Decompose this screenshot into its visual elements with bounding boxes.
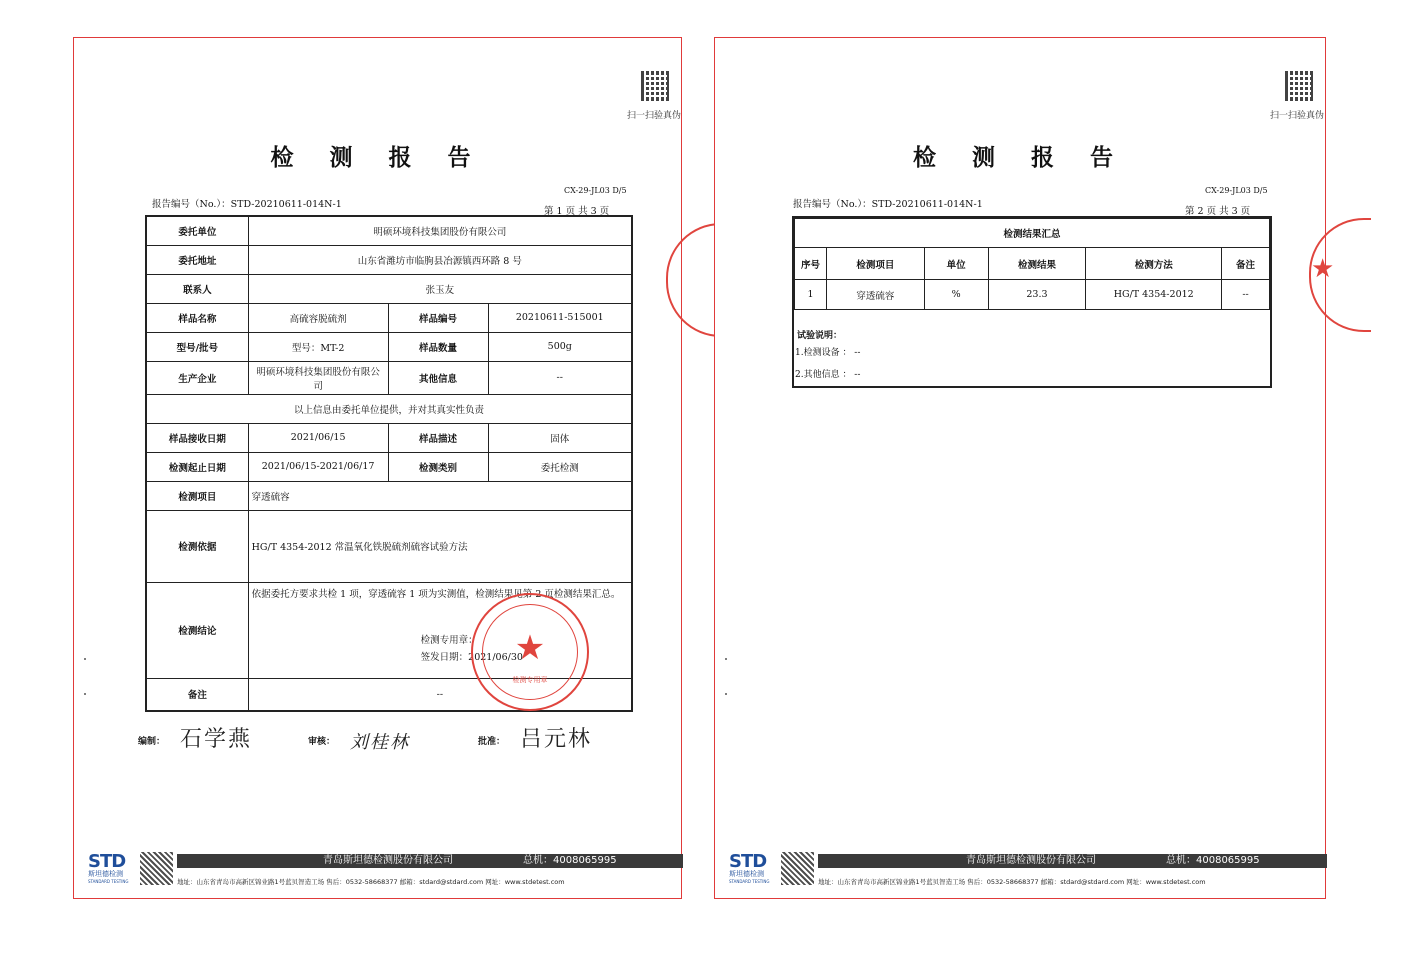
std-logo xyxy=(729,851,777,884)
logo-text: STD xyxy=(88,851,126,872)
scan-dot xyxy=(84,693,86,695)
sample-no-value: 20210611-515001 xyxy=(488,303,632,332)
page-number: 第 2 页 共 3 页 xyxy=(1185,206,1251,217)
other-value: -- xyxy=(488,361,632,394)
review-label: 审核： xyxy=(308,737,336,747)
logo-text: STD xyxy=(729,851,767,872)
model-label: 型号/批号 xyxy=(146,332,248,361)
sample-name-value: 高硫容脱硫剂 xyxy=(248,303,388,332)
qty-label: 样品数量 xyxy=(388,332,488,361)
qr-caption: 扫一扫验真伪 xyxy=(1270,111,1325,121)
seal-text: 检测专用章 xyxy=(512,676,548,684)
scan-dot xyxy=(725,658,727,660)
report-page-2 xyxy=(714,37,1335,899)
edge-stamp-star-icon: ★ xyxy=(1311,254,1335,284)
footer-hotline: 总机：4008065995 xyxy=(1166,855,1260,866)
contact-label: 联系人 xyxy=(146,274,248,303)
client-label: 委托单位 xyxy=(146,216,248,245)
conclusion-label: 检测结论 xyxy=(146,582,248,678)
qr-caption: 扫一扫验真伪 xyxy=(627,111,682,121)
approve-label: 批准： xyxy=(478,737,506,747)
page-number: 第 1 页 共 3 页 xyxy=(544,206,610,217)
issue-date-value: 2021/06/30 xyxy=(468,651,523,663)
footer-address: 地址：山东省青岛市高新区锦业路1号蓝贝智造工场 售后：0532-58668377 邮箱：stdard@stdard.com 网址：www.stdetest.com xyxy=(818,878,1206,886)
scan-dot xyxy=(725,693,727,695)
page-title: 检 测 报 告 xyxy=(270,144,485,171)
report-number: 报告编号（No.）：STD-20210611-014N-1 xyxy=(152,199,342,210)
logo-en: STANDARD TESTING xyxy=(88,879,129,884)
footer-address: 地址：山东省青岛市高新区锦业路1号蓝贝智造工场 售后：0532-58668377 邮箱：stdard@stdard.com 网址：www.stdetest.com xyxy=(177,878,565,886)
notes-title: 试验说明： xyxy=(797,331,843,341)
header-method: 检测方法 xyxy=(1086,248,1222,280)
scan-dot xyxy=(84,658,86,660)
desc-value: 固体 xyxy=(488,423,632,452)
footer-bar xyxy=(177,854,683,868)
model-value: 型号：MT-2 xyxy=(248,332,388,361)
footer-company: 青岛斯坦德检测股份有限公司 xyxy=(966,855,1096,866)
note-other: 2.其他信息 ： -- xyxy=(795,370,861,380)
client-value: 明硕环境科技集团股份有限公司 xyxy=(248,216,632,245)
footer-qr-icon xyxy=(781,852,814,885)
maker-label: 生产企业 xyxy=(146,361,248,394)
basis-label: 检测依据 xyxy=(146,510,248,582)
qty-value: 500g xyxy=(488,332,632,361)
recv-date-label: 样品接收日期 xyxy=(146,423,248,452)
sample-name-label: 样品名称 xyxy=(146,303,248,332)
header-unit: 单位 xyxy=(924,248,988,280)
testing-seal-stamp xyxy=(471,593,589,711)
footer-bar xyxy=(818,854,1327,868)
result-table-title: 检测结果汇总 xyxy=(795,219,1270,248)
remark-label: 备注 xyxy=(146,678,248,711)
header-index: 序号 xyxy=(795,248,827,280)
compile-label: 编制： xyxy=(138,737,166,747)
seal-star-icon: ★ xyxy=(514,628,546,668)
desc-label: 样品描述 xyxy=(388,423,488,452)
category-value: 委托检测 xyxy=(488,452,632,481)
review-signature: 刘桂林 xyxy=(350,732,410,753)
header-result: 检测结果 xyxy=(988,248,1086,280)
footer-hotline: 总机：4008065995 xyxy=(523,855,617,866)
seal-label: 检测专用章： xyxy=(420,634,478,646)
sample-no-label: 样品编号 xyxy=(388,303,488,332)
remark-value: -- xyxy=(248,678,632,711)
form-code: CX-29-JL03 D/5 xyxy=(1205,186,1268,195)
std-logo xyxy=(88,851,136,884)
compile-signature: 石学燕 xyxy=(180,727,253,752)
report-number: 报告编号（No.）：STD-20210611-014N-1 xyxy=(793,199,983,210)
disclaimer: 以上信息由委托单位提供，并对其真实性负责 xyxy=(146,394,632,423)
cell-item: 穿透硫容 xyxy=(826,280,924,310)
approve-signature: 吕元林 xyxy=(520,727,593,752)
cell-method: HG/T 4354-2012 xyxy=(1086,280,1222,310)
page-title: 检 测 报 告 xyxy=(912,144,1128,171)
qr-code-icon xyxy=(1285,71,1315,101)
address-label: 委托地址 xyxy=(146,245,248,274)
test-period-label: 检测起止日期 xyxy=(146,452,248,481)
qr-code-icon xyxy=(641,71,671,101)
cell-remark: -- xyxy=(1222,280,1270,310)
cell-unit: % xyxy=(924,280,988,310)
contact-value: 张玉友 xyxy=(248,274,632,303)
note-equipment: 1.检测设备 ： -- xyxy=(795,348,861,358)
category-label: 检测类别 xyxy=(388,452,488,481)
basis-value: HG/T 4354-2012 常温氧化铁脱硫剂硫容试验方法 xyxy=(248,510,632,582)
logo-en: STANDARD TESTING xyxy=(729,879,770,884)
address-value: 山东省潍坊市临朐县冶源镇西环路 8 号 xyxy=(248,245,632,274)
footer-qr-icon xyxy=(140,852,173,885)
recv-date-value: 2021/06/15 xyxy=(248,423,388,452)
item-value: 穿透硫容 xyxy=(248,481,632,510)
cell-index: 1 xyxy=(795,280,827,310)
report-page-1 xyxy=(73,37,682,899)
logo-cn: 斯坦德检测 xyxy=(88,870,123,878)
result-table xyxy=(794,218,1270,310)
maker-value: 明硕环境科技集团股份有限公司 xyxy=(248,361,388,394)
logo-cn: 斯坦德检测 xyxy=(729,870,764,878)
header-item: 检测项目 xyxy=(826,248,924,280)
test-period-value: 2021/06/15-2021/06/17 xyxy=(248,452,388,481)
issue-date-label: 签发日期： xyxy=(420,651,469,663)
footer-company: 青岛斯坦德检测股份有限公司 xyxy=(323,855,453,866)
other-label: 其他信息 xyxy=(388,361,488,394)
item-label: 检测项目 xyxy=(146,481,248,510)
form-code: CX-29-JL03 D/5 xyxy=(564,186,627,195)
header-remark: 备注 xyxy=(1222,248,1270,280)
cell-result: 23.3 xyxy=(988,280,1086,310)
conclusion-text: 依据委托方要求共检 1 项，穿透硫容 1 项为实测值，检测结果见第 2 页检测结果汇总。 xyxy=(251,588,621,600)
